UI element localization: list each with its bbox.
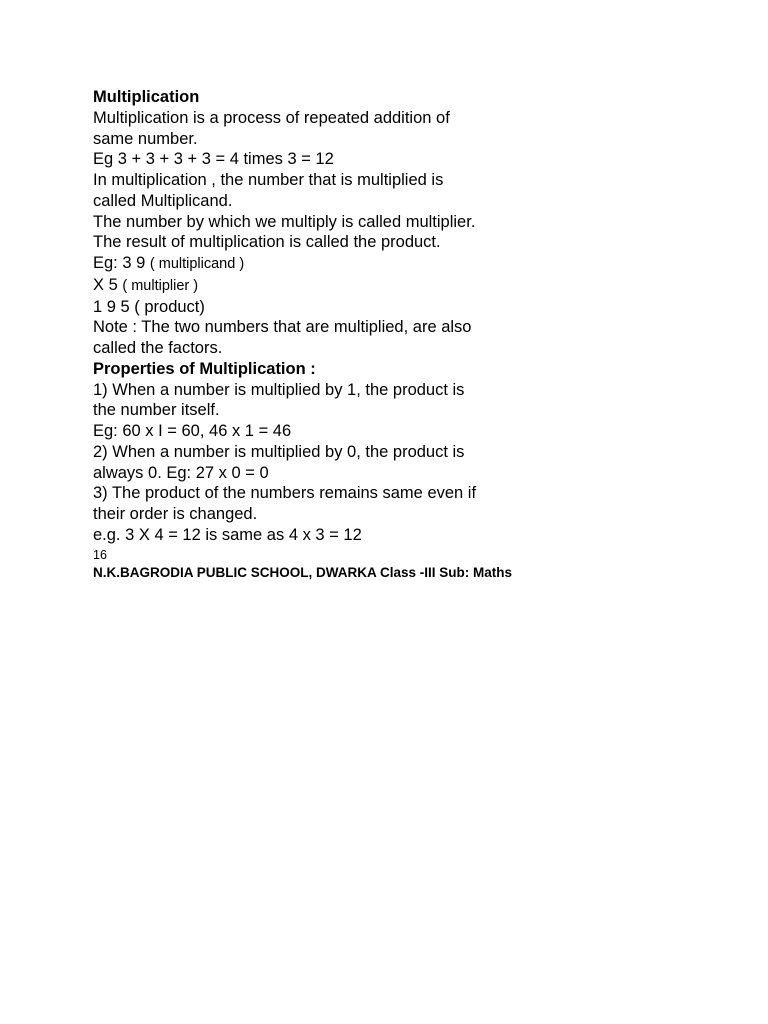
property-line: 2) When a number is multiplied by 0, the product is: [93, 442, 465, 461]
note-line: Note : The two numbers that are multiplied, are also: [93, 318, 472, 337]
example-value: X 5: [93, 275, 118, 294]
example-note: ( multiplier ): [122, 277, 199, 294]
definition-line: The number by which we multiply is called multiplier.: [93, 212, 476, 231]
definition-line: In multiplication , the number that is multiplied is: [93, 171, 444, 189]
property-line: the number itself.: [93, 401, 220, 420]
example-line: Eg 3 + 3 + 3 + 3 = 4 times 3 = 12: [93, 150, 334, 169]
document-title: Multiplication: [93, 88, 200, 106]
definition-line: The result of multiplication is called the product.: [93, 233, 441, 252]
property-line: their order is changed.: [93, 505, 258, 523]
example-note: ( multiplicand ): [149, 256, 245, 272]
property-line: 3) The product of the numbers remains same even if: [93, 484, 477, 503]
example-row-multiplicand: [93, 253, 733, 275]
note-line: called the factors.: [93, 339, 223, 357]
property-example-line: e.g. 3 X 4 = 12 is same as 4 x 3 = 12: [93, 525, 362, 544]
property-line: always 0. Eg: 27 x 0 = 0: [93, 463, 269, 482]
definition-line: called Multiplicand.: [93, 191, 233, 210]
example-value: Eg: 3 9: [93, 254, 146, 272]
document-page: [93, 87, 733, 582]
example-row-product: 1 9 5 ( product): [93, 297, 205, 316]
property-example-line: Eg: 60 x I = 60, 46 x 1 = 46: [93, 422, 292, 440]
page-number: 16: [93, 547, 107, 562]
document-footer: N.K.BAGRODIA PUBLIC SCHOOL, DWARKA Class -III Sub: Maths: [93, 564, 513, 580]
example-row-multiplier: [93, 275, 733, 297]
definition-line: Multiplication is a process of repeated addition of: [93, 108, 450, 127]
definition-line: same number.: [93, 129, 198, 148]
property-line: 1) When a number is multiplied by 1, the product is: [93, 380, 465, 399]
properties-heading: Properties of Multiplication :: [93, 359, 316, 378]
